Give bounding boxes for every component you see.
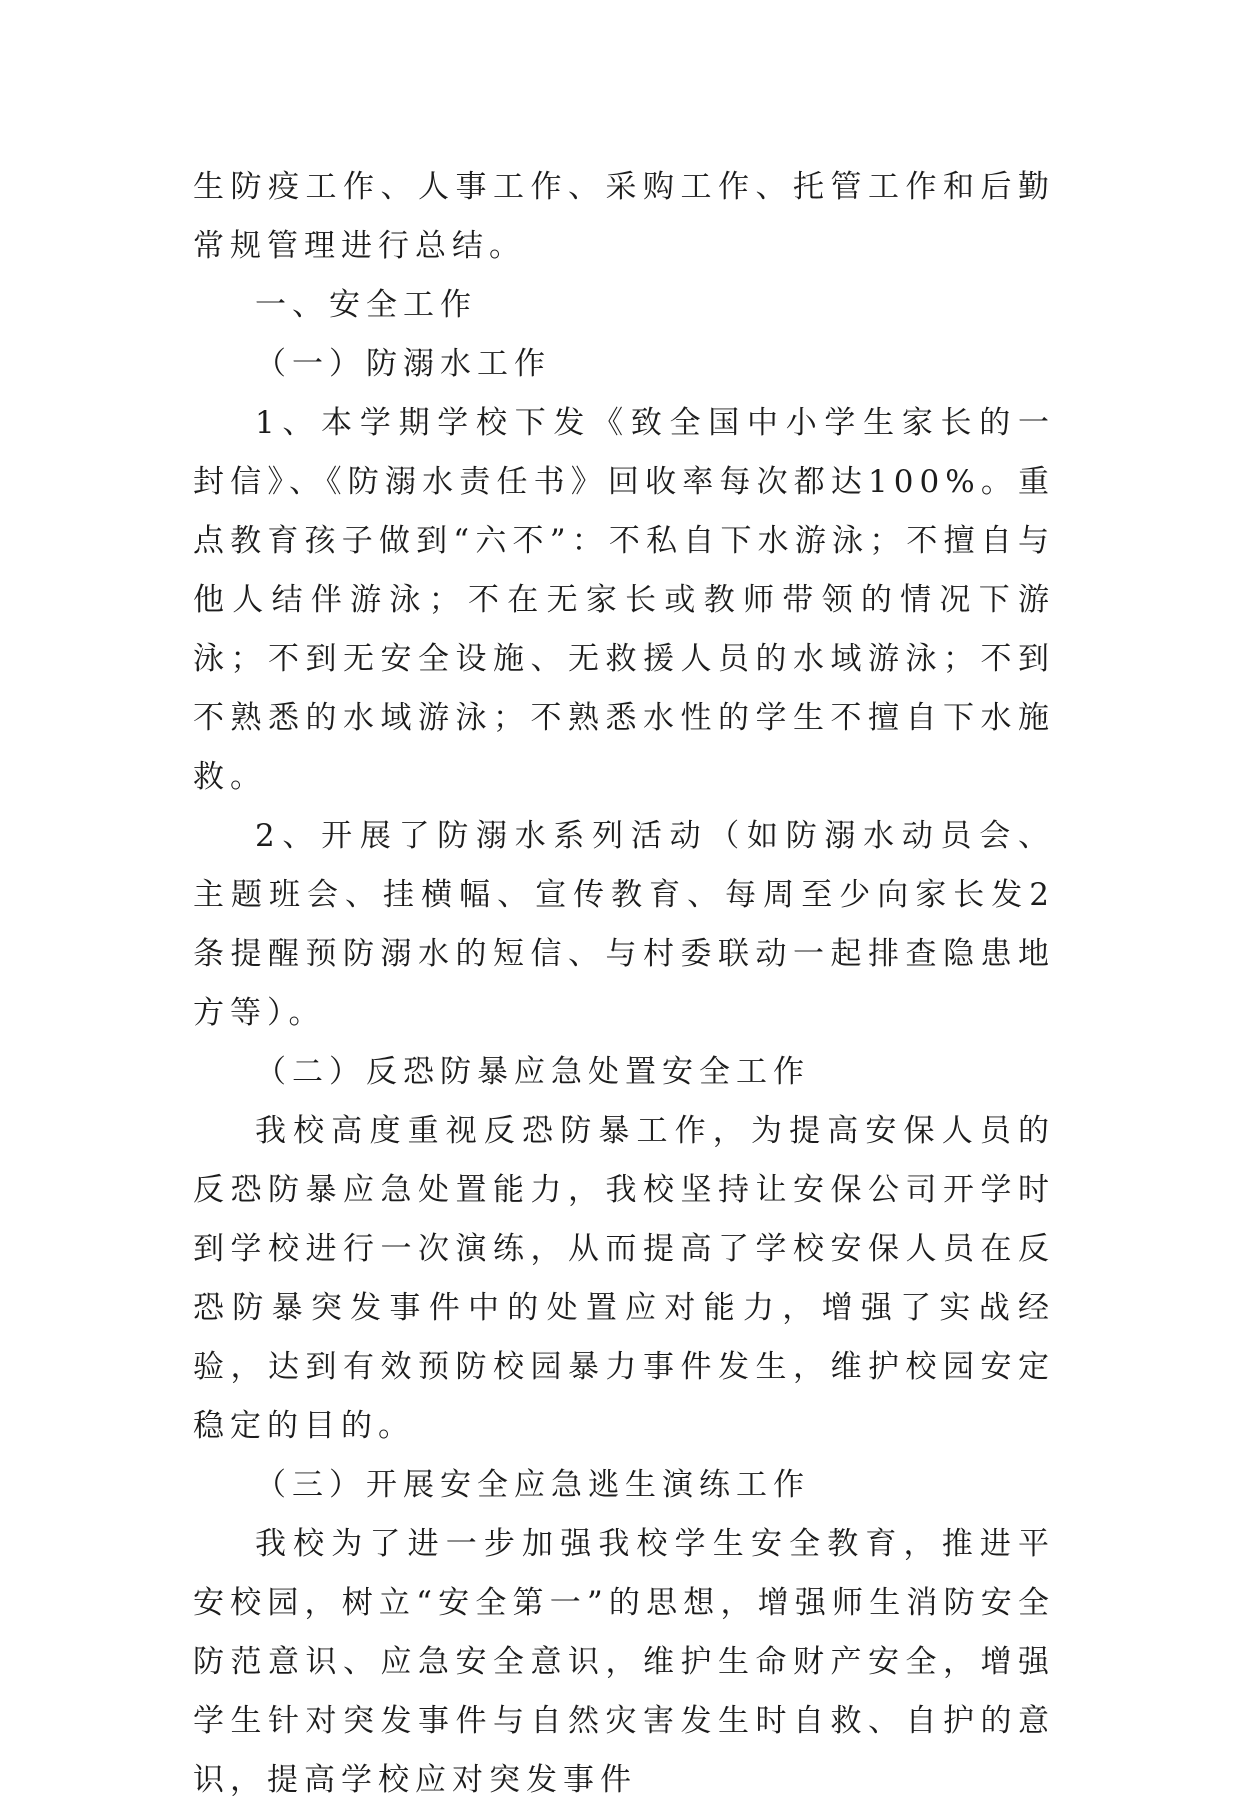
paragraph-evacuation-drill: 我校为了进一步加强我校学生安全教育，推进平安校园，树立“安全第一”的思想，增强师生消防安全防范意识、应急安全意识，维护生命财产安全，增强学生针对突发事件与自然灾害发生时自救、自护的意识，提高学校应对突发事件	[193, 1526, 1055, 1798]
paragraph-item-2: 2、开展了防溺水系列活动（如防溺水动员会、主题班会、挂横幅、宣传教育、每周至少向家长发2条提醒预防溺水的短信、与村委联动一起排查隐患地方等）。	[193, 818, 1055, 1031]
heading-section-1-safety: 一、安全工作	[255, 287, 477, 323]
paragraph-anti-terror: 我校高度重视反恐防暴工作，为提高安保人员的反恐防暴应急处置能力，我校坚持让安保公司开学时到学校进行一次演练，从而提高了学校安保人员在反恐防暴突发事件中的处置应对能力，增强了实战经验，达到有效预防校园暴力事件发生，维护校园安定稳定的目的。	[193, 1113, 1055, 1444]
document-body	[193, 158, 1055, 1810]
paragraph-item-1: 1、本学期学校下发《致全国中小学生家长的一封信》、《防溺水责任书》回收率每次都达100%。重点教育孩子做到“六不”：不私自下水游泳；不擅自与他人结伴游泳；不在无家长或教师带领的情况下游泳；不到无安全设施、无救援人员的水域游泳；不到不熟悉的水域游泳；不熟悉水性的学生不擅自下水施救。	[193, 405, 1055, 795]
paragraph-intro-continuation: 生防疫工作、人事工作、采购工作、托管工作和后勤常规管理进行总结。	[193, 169, 1055, 264]
heading-subsection-evacuation-drill: （三）开展安全应急逃生演练工作	[255, 1467, 810, 1503]
heading-subsection-anti-terror: （二）反恐防暴应急处置安全工作	[255, 1054, 810, 1090]
heading-subsection-drowning-prevention: （一）防溺水工作	[255, 346, 551, 382]
